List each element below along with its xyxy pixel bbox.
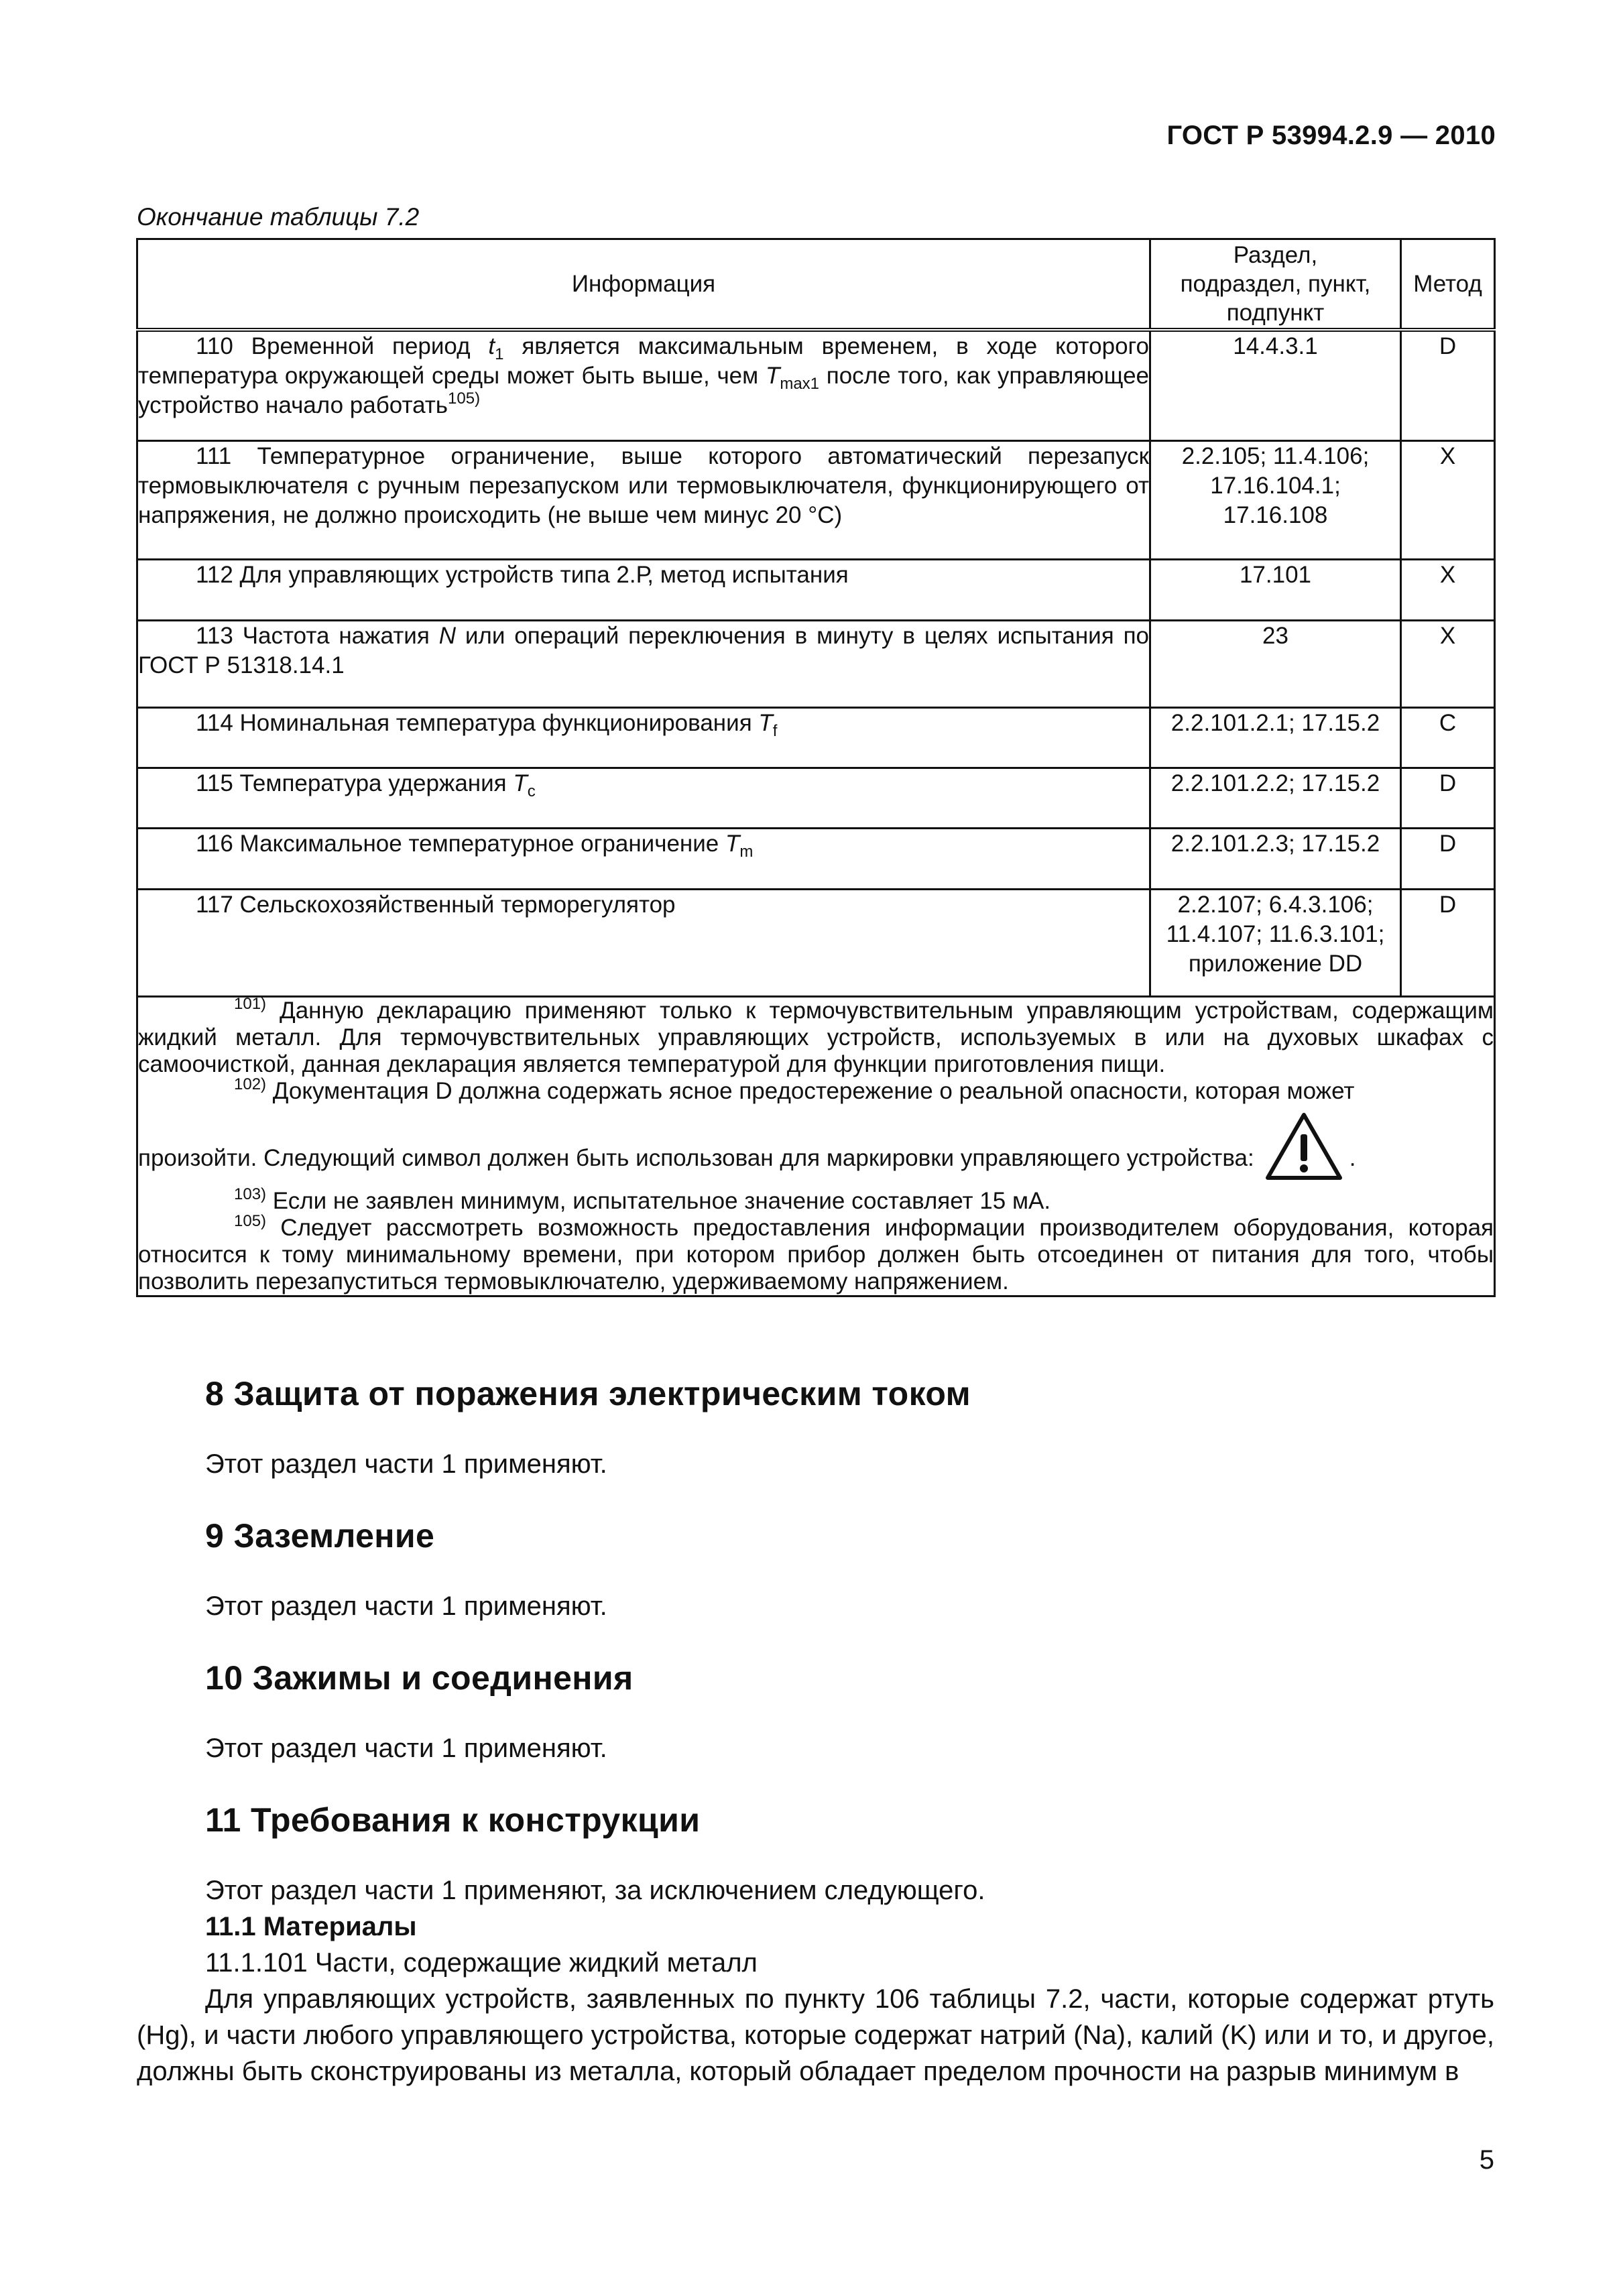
page-number: 5: [1479, 2145, 1494, 2175]
row-method: X: [1401, 559, 1495, 620]
table-row: [137, 828, 1495, 889]
row-info: 111 Температурное ограничение, выше которого автоматический перезапуск термовыключателя с ручным перезапуском или термовыключателя, функционирующего от напряжения, не должно происходить (не выше чем минус 20 °С): [137, 440, 1150, 559]
header-section: Раздел, подраздел, пункт, подпункт: [1150, 239, 1401, 330]
row-method: C: [1401, 707, 1495, 768]
table-header-row: [137, 239, 1495, 330]
row-section: 23: [1150, 620, 1401, 707]
row-info: 115 Температура удержания $T_c$: [137, 768, 1150, 828]
row-info: 116 Максимальное температурное ограничение $T_m$: [137, 828, 1150, 889]
table-row: [137, 768, 1495, 828]
row-method: D: [1401, 768, 1495, 828]
section-text-11: Этот раздел части 1 применяют, за исключением следующего.: [205, 1876, 985, 1905]
section-text-10: Этот раздел части 1 применяют.: [205, 1734, 607, 1763]
footnote-105: $^{105)}$ Следует рассмотреть возможность предоставления информации производителем оборудования, которая относится к тому минимальному времени, при котором прибор должен быть отсоединен от питания для того, чтобы позволить перезапуститься термовыключателю, удерживаемому напряжением.: [138, 1211, 1494, 1294]
footnote-102-continuation: произойти. Следующий символ должен быть использован для маркировки управляющего устройства: .: [138, 1111, 1494, 1181]
document-code: ГОСТ Р 53994.2.9 — 2010: [1166, 121, 1496, 150]
section-heading-11: 11 Требования к конструкции: [205, 1801, 701, 1839]
row-section: 2.2.105; 11.4.106; 17.16.104.1; 17.16.108: [1150, 440, 1401, 559]
row-info: 117 Сельскохозяйственный терморегулятор: [137, 889, 1150, 996]
table-row: [137, 330, 1495, 440]
row-section: 2.2.101.2.3; 17.15.2: [1150, 828, 1401, 889]
row-section: 2.2.101.2.1; 17.15.2: [1150, 707, 1401, 768]
row-method: D: [1401, 889, 1495, 996]
row-method: D: [1401, 330, 1495, 440]
header-info: Информация: [137, 239, 1150, 330]
warning-triangle-icon: [1265, 1111, 1343, 1181]
table-caption: Окончание таблицы 7.2: [137, 203, 420, 231]
row-section: 14.4.3.1: [1150, 330, 1401, 440]
subsection-paragraph: Для управляющих устройств, заявленных по пункту 106 таблицы 7.2, части, которые содержат ртуть (Hg), и части любого управляющего устройства, которые содержат натрий (Na), калий (K) или и то, и другое, должны быть сконструированы из металла, который обладает пределом прочности на разрыв минимум в: [137, 1984, 1494, 2086]
footnote-101: $^{101)}$ Данную декларацию применяют только к термочувствительным управляющим устройствам, содержащим жидкий металл. Для термочувствительных управляющих устройств, используемых в или на духовых шкафах с самоочисткой, данная декларация является температурой для функции приготовления пищи.: [138, 994, 1494, 1077]
row-info: 112 Для управляющих устройств типа 2.Р, метод испытания: [137, 559, 1150, 620]
section-heading-9: 9 Заземление: [205, 1517, 435, 1555]
subsection-item: 11.1.101 Части, содержащие жидкий металл: [205, 1948, 758, 1978]
section-text-8: Этот раздел части 1 применяют.: [205, 1449, 607, 1479]
row-info: 114 Номинальная температура функционирования $T_f$: [137, 707, 1150, 768]
table-row: [137, 440, 1495, 559]
subsection-heading: 11.1 Материалы: [205, 1912, 417, 1941]
table-row: [137, 559, 1495, 620]
header-method: Метод: [1401, 239, 1495, 330]
footnotes-row: [137, 996, 1495, 1296]
info-table: [136, 238, 1496, 1297]
row-info: 113 Частота нажатия N или операций переключения в минуту в целях испытания по ГОСТ Р 51318.14.1: [137, 620, 1150, 707]
table-row: [137, 707, 1495, 768]
row-section: 2.2.101.2.2; 17.15.2: [1150, 768, 1401, 828]
section-text-9: Этот раздел части 1 применяют.: [205, 1591, 607, 1621]
footnote-102: $^{102)}$ Документация D должна содержать ясное предостережение о реальной опасности, которая может: [234, 1075, 1355, 1104]
row-info: 110 Временной период $t_1$ является максимальным временем, в ходе которого температура окружающей среды может быть выше, чем $T_{max1}$ после того, как управляющее устройство начало работать$^{105)}$: [137, 330, 1150, 440]
table-row: [137, 889, 1495, 996]
footnote-103: $^{103)}$ Если не заявлен минимум, испытательное значение составляет 15 мА.: [234, 1185, 1051, 1214]
table-row: [137, 620, 1495, 707]
section-heading-8: 8 Защита от поражения электрическим током: [205, 1375, 971, 1412]
section-heading-10: 10 Зажимы и соединения: [205, 1659, 634, 1697]
row-method: X: [1401, 620, 1495, 707]
row-section: 17.101: [1150, 559, 1401, 620]
row-method: X: [1401, 440, 1495, 559]
row-section: 2.2.107; 6.4.3.106; 11.4.107; 11.6.3.101; приложение DD: [1150, 889, 1401, 996]
table-footnotes: [137, 996, 1495, 1296]
row-method: D: [1401, 828, 1495, 889]
